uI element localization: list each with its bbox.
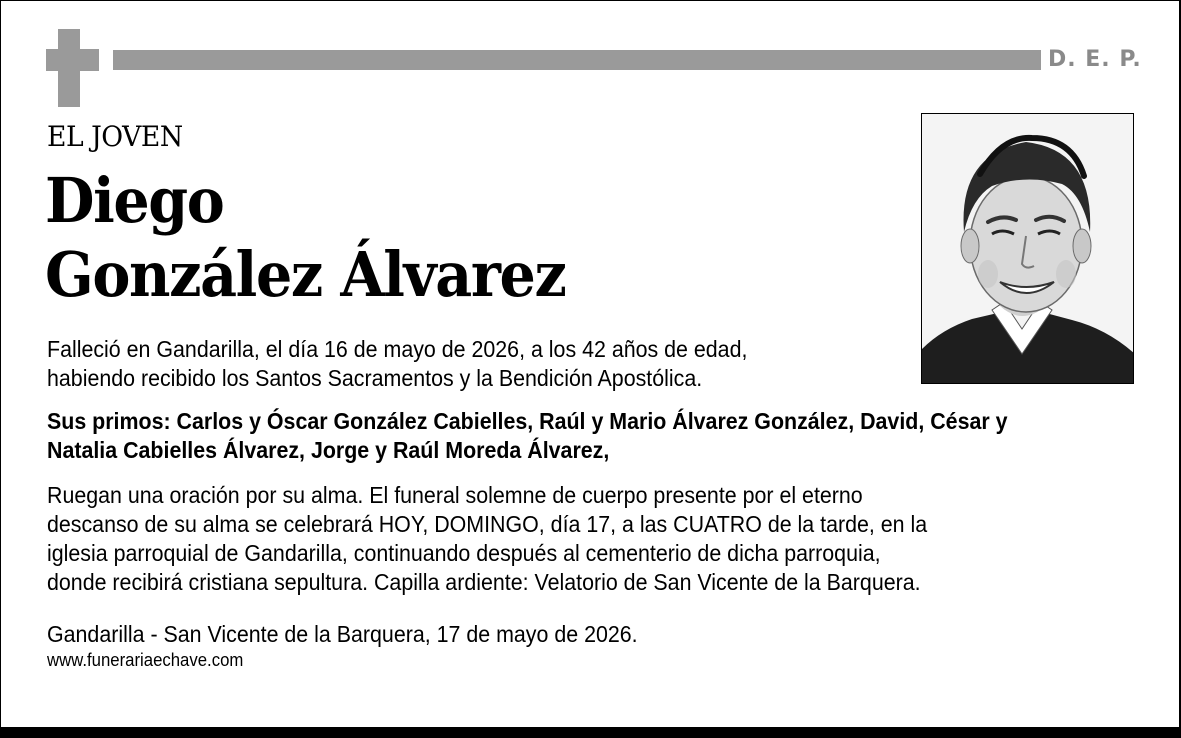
bottom-border	[0, 727, 1181, 738]
funeral-details	[47, 481, 927, 597]
death-details-line: habiendo recibido los Santos Sacramentos y la Bendición Apostólica.	[47, 365, 703, 391]
funeral-details-line: descanso de su alma se celebrará HOY, DOMINGO, día 17, a las CUATRO de la tarde, en la	[47, 511, 928, 537]
deceased-surnames: González Álvarez	[45, 238, 566, 311]
deceased-photo	[921, 113, 1134, 384]
funeral-details-line: iglesia parroquial de Gandarilla, continuando después al cementerio de dicha parroquia,	[47, 540, 881, 566]
funeral-details-line: Ruegan una oración por su alma. El funeral solemne de cuerpo presente por el eterno	[47, 482, 863, 508]
funeral-home-website[interactable]: www.funerariaechave.com	[47, 650, 244, 670]
funeral-details-line: donde recibirá cristiana sepultura. Capilla ardiente: Velatorio de San Vicente de la Barquera.	[47, 569, 921, 595]
deceased-first-name: Diego	[45, 164, 224, 237]
death-details	[47, 335, 747, 393]
deceased-prefix: EL JOVEN	[47, 120, 183, 153]
portrait-illustration	[922, 114, 1134, 384]
family-members	[47, 407, 1008, 465]
family-members-line: Sus primos: Carlos y Óscar González Cabielles, Raúl y Mario Álvarez González, David, César y	[47, 408, 1008, 434]
cross-icon-bar	[46, 49, 99, 71]
dep-label: D. E. P.	[1048, 47, 1142, 72]
place-and-date: Gandarilla - San Vicente de la Barquera, 17 de mayo de 2026.	[47, 621, 638, 647]
header-rule	[113, 50, 1041, 70]
death-details-line: Falleció en Gandarilla, el día 16 de mayo de 2026, a los 42 años de edad,	[47, 336, 748, 362]
family-members-line: Natalia Cabielles Álvarez, Jorge y Raúl Moreda Álvarez,	[47, 437, 610, 463]
